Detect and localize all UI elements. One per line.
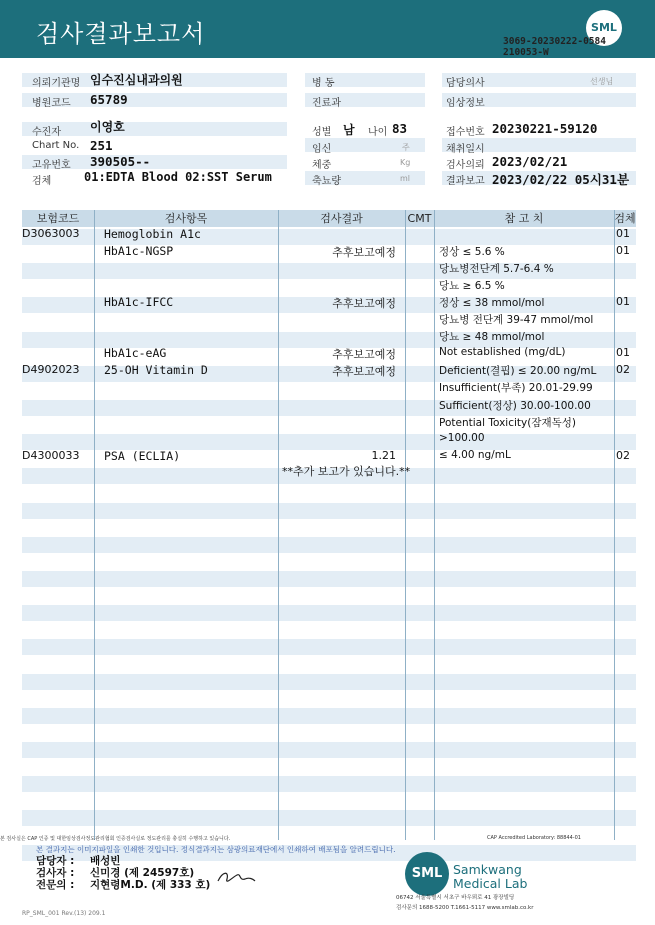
table-stripe <box>22 708 636 724</box>
column-divider <box>434 210 435 840</box>
patient-value: 이영호 <box>90 120 125 134</box>
report-id: 3069-20230222-0584 210053-W <box>503 36 606 58</box>
pregnancy-unit: 주 <box>402 143 410 152</box>
age-label: 나이 <box>368 127 388 138</box>
company-name-line2: Medical Lab <box>453 876 528 891</box>
table-stripe <box>22 605 636 621</box>
urine-unit: ml <box>400 174 411 183</box>
manager-label: 담당자 : <box>36 855 75 867</box>
table-stripe <box>22 571 636 587</box>
receipt-value: 20230221-59120 <box>492 121 598 136</box>
column-divider <box>614 210 615 840</box>
examiner-label: 검사자 : <box>36 867 75 879</box>
company-address: 06742 서울특별시 서초구 바우뫼로 41 광장빌딩 <box>396 895 515 901</box>
form-code: RP_SML_001 Rev.(13) 209.1 <box>22 910 106 917</box>
header-cmt: CMT <box>407 212 432 225</box>
row-specimen: 01 <box>616 227 630 240</box>
row-specimen: 02 <box>616 363 630 377</box>
disclaimer-right: CAP Accredited Laboratory: 88844-01 <box>487 835 581 841</box>
row-item: HbA1c-NGSP <box>104 244 174 259</box>
weight-unit: Kg <box>400 158 411 167</box>
manager-value: 배성빈 <box>90 855 121 867</box>
row-reference: Sufficient(정상) 30.00-100.00 <box>439 399 591 412</box>
urine-label: 축뇨량 <box>312 176 341 187</box>
request-date: 2023/02/21 <box>492 154 568 169</box>
row-reference: 당뇨병전단계 5.7-6.4 % <box>439 263 554 276</box>
header-code: 보험코드 <box>36 212 80 225</box>
id-value: 390505-- <box>90 154 151 169</box>
report-date: 2023/02/22 05시31분 <box>492 172 630 187</box>
company-contact: 검사문의 1688-5200 T.1661-5117 www.smlab.co.kr <box>396 905 534 911</box>
table-stripe <box>22 537 636 553</box>
header-specimen: 검체 <box>614 212 636 225</box>
row-result: 추후보고예정 <box>332 246 396 260</box>
row-reference: ≤ 4.00 ng/mL <box>439 448 511 461</box>
column-divider <box>278 210 279 840</box>
chart-label: Chart No. <box>32 140 80 151</box>
table-stripe <box>22 639 636 655</box>
clinical-info-label: 임상정보 <box>446 98 485 109</box>
receipt-label: 접수번호 <box>446 127 485 138</box>
row-reference: 당뇨 ≥ 48 mmol/mol <box>439 331 545 344</box>
specialist-value: 지현령M.D. (제 333 호) <box>90 879 211 891</box>
header-ref: 참 고 치 <box>504 212 544 225</box>
row-result: 추후보고예정 <box>332 297 396 311</box>
company-name-line1: Samkwang <box>453 862 522 877</box>
row-item: HbA1c-eAG <box>104 346 167 361</box>
row-result: 1.21 <box>371 448 396 462</box>
row-code: D3063003 <box>22 227 80 240</box>
signature-icon <box>215 867 257 887</box>
print-note: 본 결과지는 이미지파일을 인쇄한 것입니다. 정식결과지는 삼광의료재단에서 인쇄하여 배포됨을 알려드립니다. <box>36 845 396 854</box>
row-item: Hemoglobin A1c <box>104 227 201 241</box>
row-item: PSA (ECLIA) <box>104 448 181 463</box>
patient-label: 수진자 <box>32 127 61 138</box>
footer-sml-logo: SML <box>405 852 449 896</box>
row-code: D4902023 <box>22 363 80 377</box>
institution-value: 임수진심내과의원 <box>90 73 183 87</box>
institution-label: 의뢰기관명 <box>32 78 81 89</box>
table-stripe <box>22 503 636 519</box>
weight-label: 체중 <box>312 160 332 171</box>
row-specimen: 01 <box>616 295 630 309</box>
pregnancy-label: 임신 <box>312 144 332 155</box>
specimen-label: 검체 <box>32 176 52 187</box>
sex-value: 남 <box>343 123 355 137</box>
column-divider <box>94 210 95 840</box>
ward-label: 병 동 <box>312 78 335 89</box>
row-specimen: 01 <box>616 346 630 360</box>
doctor-label: 담당의사 <box>446 78 485 89</box>
hospital-code-label: 병원코드 <box>32 98 71 109</box>
row-item: 25-OH Vitamin D <box>104 363 208 378</box>
info-bar <box>22 122 287 136</box>
row-reference: 당뇨병 전단계 39-47 mmol/mol <box>439 314 594 327</box>
chart-value: 251 <box>90 138 113 153</box>
header-result: 검사결과 <box>320 212 363 225</box>
examiner-value: 신미경 (제 24597호) <box>90 867 195 879</box>
row-specimen: 02 <box>616 448 630 462</box>
specimen-value: 01:EDTA Blood 02:SST Serum <box>84 170 272 184</box>
disclaimer-left: 본 검사실은 CAP 인증 및 대한임상검사정도관리협회 인증검사실로 정도관리를 충실히 수행하고 있습니다. <box>0 836 231 842</box>
id-label: 고유번호 <box>32 160 71 171</box>
row-reference: 당뇨 ≥ 6.5 % <box>439 280 505 293</box>
table-stripe <box>22 810 636 826</box>
table-stripe <box>22 776 636 792</box>
row-reference: Not established (mg/dL) <box>439 346 566 359</box>
hospital-code-value: 65789 <box>90 92 128 107</box>
specialist-label: 전문의 : <box>36 879 75 891</box>
row-result: 추후보고예정 <box>332 365 396 379</box>
row-code: D4300033 <box>22 448 80 462</box>
row-reference: 정상 ≤ 5.6 % <box>439 246 505 259</box>
row-reference: >100.00 <box>439 431 485 444</box>
report-title: 검사결과보고서 <box>36 20 206 48</box>
row-reference: Potential Toxicity(잠재독성) <box>439 416 576 429</box>
header-item: 검사항목 <box>164 212 208 225</box>
dept-label: 진료과 <box>312 98 341 109</box>
doctor-suffix: 선생님 <box>590 77 614 86</box>
row-reference: 정상 ≤ 38 mmol/mol <box>439 297 545 310</box>
row-specimen: 01 <box>616 244 630 258</box>
column-divider <box>405 210 406 840</box>
additional-report-note: **추가 보고가 있습니다.** <box>282 465 411 478</box>
row-result: 추후보고예정 <box>332 348 396 362</box>
age-value: 83 <box>392 121 408 136</box>
sex-label: 성별 <box>312 127 332 138</box>
row-item: HbA1c-IFCC <box>104 295 174 310</box>
request-label: 검사의뢰 <box>446 160 485 171</box>
row-reference: Insufficient(부족) 20.01-29.99 <box>439 382 593 395</box>
table-stripe <box>22 742 636 758</box>
table-stripe <box>22 674 636 690</box>
sml-logo: SML <box>586 10 622 46</box>
collect-date-label: 채취일시 <box>446 144 485 155</box>
report-date-label: 결과보고 <box>446 176 485 187</box>
row-reference: Deficient(결핍) ≤ 20.00 ng/mL <box>439 365 597 378</box>
